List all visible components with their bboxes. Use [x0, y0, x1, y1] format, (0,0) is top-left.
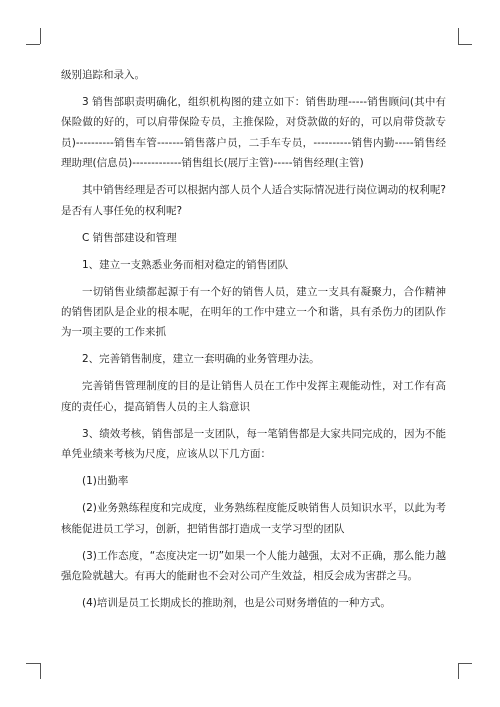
paragraph-continuation: 级别追踪和录入。 — [61, 69, 145, 81]
item-heading-2: 2、完善销售制度，建立一套明确的业务管理办法。 — [82, 353, 320, 366]
item-heading-3: 3、绩效考核，销售部是一支团队，每一笔销售都是大家共同完成的，因为不能单凭业绩来考核为尺度，应该从以下几方面： — [61, 427, 446, 461]
item-heading-1: 1、建立一支熟悉业务而相对稳定的销售团队 — [82, 258, 289, 271]
list-item-training: (4)培训是员工长期成长的推助剂，也是公司财务增值的一种方式。 — [82, 597, 391, 610]
list-item-proficiency: (2)业务熟练程度和完成度，业务熟练程度能反映销售人员知识水平，以此为考核能促进员工学习，创新，把销售部打造成一支学习型的团队 — [61, 502, 446, 535]
list-item-attendance: (1)出勤率 — [82, 475, 129, 488]
paragraph-org-structure: 3 销售部职责明确化，组织机构图的建立如下：销售助理-----销售顾问(其中有保险做的好的，可以肩带保险专员，主推保险，对贷款做的好的，可以肩带贷款专员)----------销售车管-------销售落户员，二手车专员，----------销售内勤-----销售经理助理(信息员)-------------销售组长(展厅主管)-----销售经理(主管) — [61, 96, 446, 170]
paragraph-team: 一切销售业绩都起源于有一个好的销售人员，建立一支具有凝聚力，合作精神的销售团队是企业的根本呢，在明年的工作中建立一个和谐，具有杀伤力的团队作为一项主要的工作来抓 — [61, 285, 446, 339]
document-body — [61, 65, 446, 613]
paragraph-question: 其中销售经理是否可以根据内部人员个人适合实际情况进行岗位调动的权利呢?是否有人事任免的权利呢? — [61, 184, 446, 217]
section-heading-c: C 销售部建设和管理 — [82, 231, 177, 244]
list-item-attitude: (3)工作态度，“态度决定一切”如果一个人能力越强，太对不正确，那么能力越强危险就越大。有再大的能耐也不会对公司产生效益，相反会成为害群之马。 — [61, 549, 446, 583]
paragraph-system: 完善销售管理制度的目的是让销售人员在工作中发挥主观能动性，对工作有高度的责任心，提高销售人员的主人翁意识 — [61, 380, 446, 413]
